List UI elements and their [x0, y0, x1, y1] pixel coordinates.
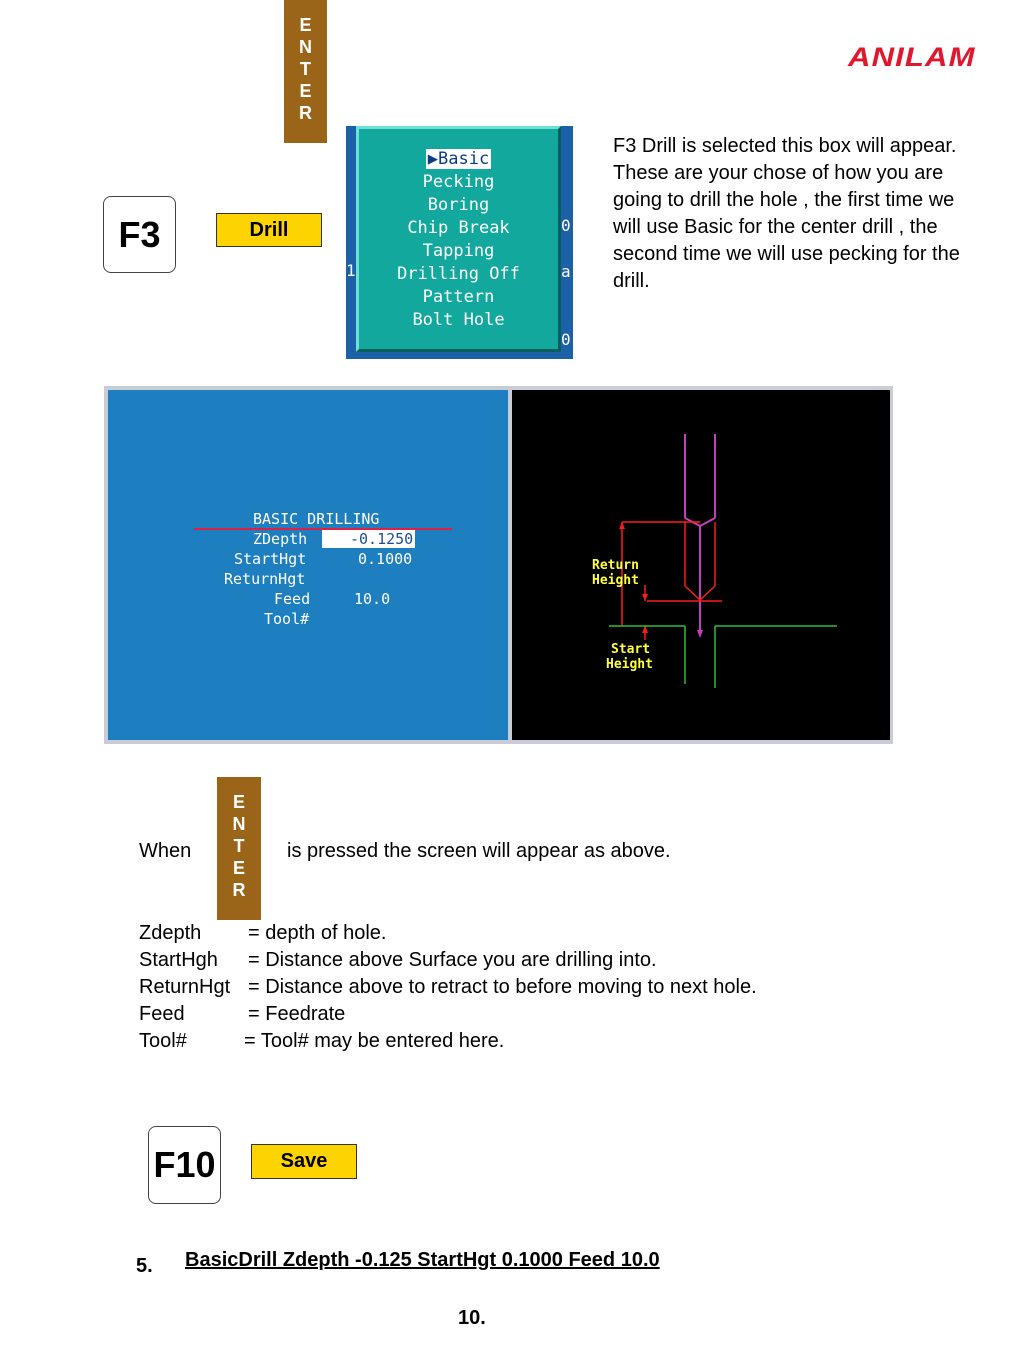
step-number: 5. [136, 1255, 153, 1277]
enter-letter: E [232, 858, 245, 878]
description-line: will use Basic for the center drill , the [613, 216, 938, 238]
drilling-diagram-panel [512, 390, 890, 740]
description-line: These are your chose of how you are [613, 162, 944, 184]
return-height-label-1: Return [592, 558, 639, 573]
feed-label: Feed [274, 590, 311, 608]
side-char: 1 [346, 261, 356, 280]
page-number: 10. [458, 1307, 486, 1329]
return-tip-left [685, 586, 700, 600]
menu-item-chip-break[interactable]: Chip Break [407, 218, 510, 238]
return-tip-right [700, 586, 715, 600]
enter-letter: T [233, 836, 245, 856]
zdepth-label: ZDepth [253, 530, 308, 548]
enter-letter: R [299, 103, 312, 123]
enter-letter: N [299, 37, 312, 57]
basic-drilling-form-panel [108, 390, 508, 740]
def-text-feed: = Feedrate [248, 1003, 346, 1025]
save-softkey[interactable]: Save [251, 1144, 357, 1179]
enter-key-inline[interactable] [217, 777, 261, 920]
enter-key-top[interactable] [284, 0, 327, 143]
menu-item-pattern[interactable]: Pattern [422, 287, 495, 307]
drill-tip-right [700, 518, 715, 526]
description-line: going to drill the hole , the first time we [613, 189, 955, 211]
enter-letter: E [299, 15, 312, 35]
enter-letter: N [232, 814, 246, 834]
enter-letter: E [299, 81, 312, 101]
def-term-starthgh: StartHgh [139, 949, 218, 971]
enter-letter: E [232, 792, 245, 812]
enter-letter: R [232, 880, 246, 900]
anilam-logo: ANILAM [848, 42, 976, 72]
zdepth-value-text: -0.1250 [322, 530, 415, 548]
menu-item-boring[interactable]: Boring [427, 195, 490, 215]
start-height-label-1: Start [611, 642, 651, 657]
f3-key[interactable]: F3 [103, 196, 176, 273]
def-term-returnhgt: ReturnHgt [139, 976, 231, 998]
start-arrow-up [642, 626, 648, 633]
basic-drilling-title: BASIC DRILLING [253, 510, 380, 528]
f10-key[interactable]: F10 [148, 1126, 221, 1204]
menu-item-basic[interactable]: ▶Basic [427, 149, 490, 169]
return-arrow-up [619, 522, 625, 529]
drill-type-menu-screen [346, 126, 573, 359]
start-height-label-2: Height [606, 657, 653, 672]
drill-down-arrow [697, 630, 703, 638]
menu-item-tapping[interactable]: Tapping [422, 241, 495, 261]
def-term-zdepth: Zdepth [139, 922, 202, 944]
starthgt-label: StartHgt [234, 550, 307, 568]
description-line: F3 Drill is selected this box will appear. [613, 135, 957, 157]
description-line: drill. [613, 270, 650, 292]
feed-value[interactable]: 10.0 [354, 590, 391, 608]
return-height-label-2: Height [592, 573, 639, 588]
description-line: second time we will use pecking for the [613, 243, 960, 265]
def-term-feed: Feed [139, 1003, 185, 1025]
enter-letter: T [300, 59, 311, 79]
menu-item-label: Basic [438, 149, 490, 169]
starthgt-value[interactable]: 0.1000 [358, 550, 413, 568]
tool-label: Tool# [264, 610, 310, 628]
menu-item-pecking[interactable]: Pecking [422, 172, 495, 192]
drill-softkey[interactable]: Drill [216, 213, 322, 247]
def-text-starthgh: = Distance above Surface you are drilling into. [248, 949, 657, 971]
drill-menu-description [613, 133, 1019, 295]
side-char: a [561, 262, 571, 281]
step-caption: BasicDrill Zdepth -0.125 StartHgt 0.1000 Feed 10.0 [185, 1249, 660, 1271]
when-suffix-text: is pressed the screen will appear as above. [287, 840, 671, 862]
zdepth-value[interactable] [322, 530, 415, 548]
menu-item-drilling-off[interactable]: Drilling Off [397, 264, 520, 284]
menu-item-bolt-hole[interactable]: Bolt Hole [412, 310, 505, 330]
def-text-zdepth: = depth of hole. [248, 922, 387, 944]
when-text: When [139, 840, 192, 862]
side-char: 0 [561, 216, 571, 235]
returnhgt-label: ReturnHgt [224, 570, 306, 588]
def-text-tool: = Tool# may be entered here. [244, 1030, 505, 1052]
drill-type-menu [356, 126, 561, 352]
basic-drilling-screen [104, 386, 893, 744]
drilling-diagram [512, 390, 890, 740]
def-text-returnhgt: = Distance above to retract to before moving to next hole. [248, 976, 757, 998]
side-char: 0 [561, 330, 571, 349]
def-term-tool: Tool# [139, 1030, 187, 1052]
